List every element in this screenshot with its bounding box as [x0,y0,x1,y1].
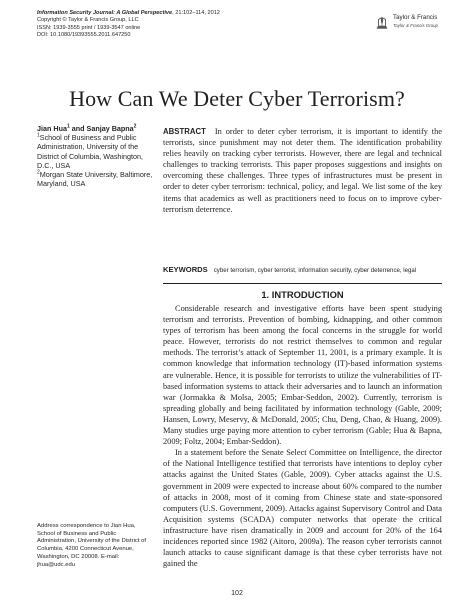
abstract [163,126,442,215]
author-2: Sanjay Bapna [86,124,134,133]
author-block [37,124,157,188]
affiliation-2 [37,170,157,188]
publisher-name: Taylor & Francis [393,14,438,21]
author-names [37,124,157,133]
page-number: 102 [231,590,243,597]
author-2-marker: 2 [133,123,137,130]
copyright-line: Copyright © Taylor & Francis Group, LLC [37,17,139,24]
section-heading-introduction: 1. INTRODUCTION [261,289,344,300]
keywords-text: cyber terrorism, cyber terrorist, information security, cyber deterrence, legal [213,267,417,274]
taylor-francis-logo-icon [374,13,390,31]
affiliation-1-marker: 1 [37,132,40,139]
section-divider [163,283,442,284]
author-connector: and [69,124,87,133]
issn-line: ISSN: 1939-3555 print / 1939-3547 online [37,24,141,31]
affiliation-1-text: School of Business and Public Administration, University of the District of Columbia, Washington, D.C., USA [37,133,143,170]
paragraph: In a statement before the Senate Select Committee on Intelligence, the director of the National Intelligence testified that terrorists have intentions to deploy cyber attacks against the United States (Gable, 2009). Cyber attacks against the U.S. government in 2009 were expected to increase about 60% compared to the number of attacks in 2008, most of it coming from Chinese state and state-sponsored computers (U.S. Government, 2009). Attacks against Supervisory Control and Data Acquisition systems (SCADA) computer networks that operate the critical infrastructure have risen dramatically in 2009 and account for 20% of the 164 incidences reported since 1982 (Aitoro, 2009a). The reason cyber terrorists cannot launch attacks to cause significant damage is that these cyber terrorists have not gained the [163,448,442,569]
keywords [163,265,448,274]
affiliation-2-marker: 2 [37,169,40,176]
keywords-label: KEYWORDS [163,265,208,274]
journal-details: , 21:102–114, 2012 [172,10,220,16]
affiliation-1 [37,133,157,170]
author-1: Jian Hua [37,124,67,133]
publisher-logo [374,13,454,35]
publisher-subtitle: Taylor & Francis Group [393,23,438,28]
introduction-body [163,303,442,569]
author-1-marker: 1 [66,123,70,130]
abstract-label: ABSTRACT [163,127,206,136]
paragraph: Considerable research and investigative efforts have been spent studying terrorism and terrorists. Prevention of bombing, kidnapping, and other common types of terrorism has been among the focal concerns in the struggle for world peace. However, terrorists do not restrict themselves to common and regular methods. The terrorist’s attack of September 11, 2001, is a primary example. It is common knowledge that information technology (IT)-based information systems are vulnerable. Hence, it is possible for terrorists to utilize the vulnerabilities of IT-based information systems to attack their adversaries and to launch an information war (Jormakka & Molsa, 2005; Embar-Seddon, 2002). Currently, terrorism is spreading globally and being facilitated by information technology (Gable, 2009; Hansen, Lowry, Meservy, & McDonald, 2005; Chu, Deng, Chao, & Huang, 2009). Many studies urge paying more attention to cyber terrorism (Gable; Hua & Bapna, 2009; Foltz, 2004; Embar-Seddon). [163,304,442,447]
article-title: How Can We Deter Cyber Terrorism? [69,86,405,111]
journal-header [37,10,297,39]
abstract-text: In order to deter cyber terrorism, it is important to identify the terrorists, since punishment may not deter them. The identification probability relies heavily on tracking cyber terrorists. However, there are legal and technical challenges to tracking terrorists. This paper proposes suggestions and insights on overcoming these challenges. Three types of infrastructures must be present in order to deter cyber terrorism: technical, policy, and legal. We list some of the key items that academics as well as practitioners need to focus on to improve cyber-terrorism deterrence. [163,127,442,214]
doi-line[interactable]: DOI: 10.1080/19393555.2011.647250 [37,31,131,38]
affiliation-2-text: Morgan State University, Baltimore, Maryland, USA [37,170,153,189]
journal-title: Information Security Journal: A Global Perspective [37,10,173,16]
correspondence-note: Address correspondence to Jian Hua, School of Business and Public Administration, University of the District of Columbia, 4200 Connecticut Avenue, Washington, DC 20008. E-mail: jhua@udc.edu [37,523,147,568]
